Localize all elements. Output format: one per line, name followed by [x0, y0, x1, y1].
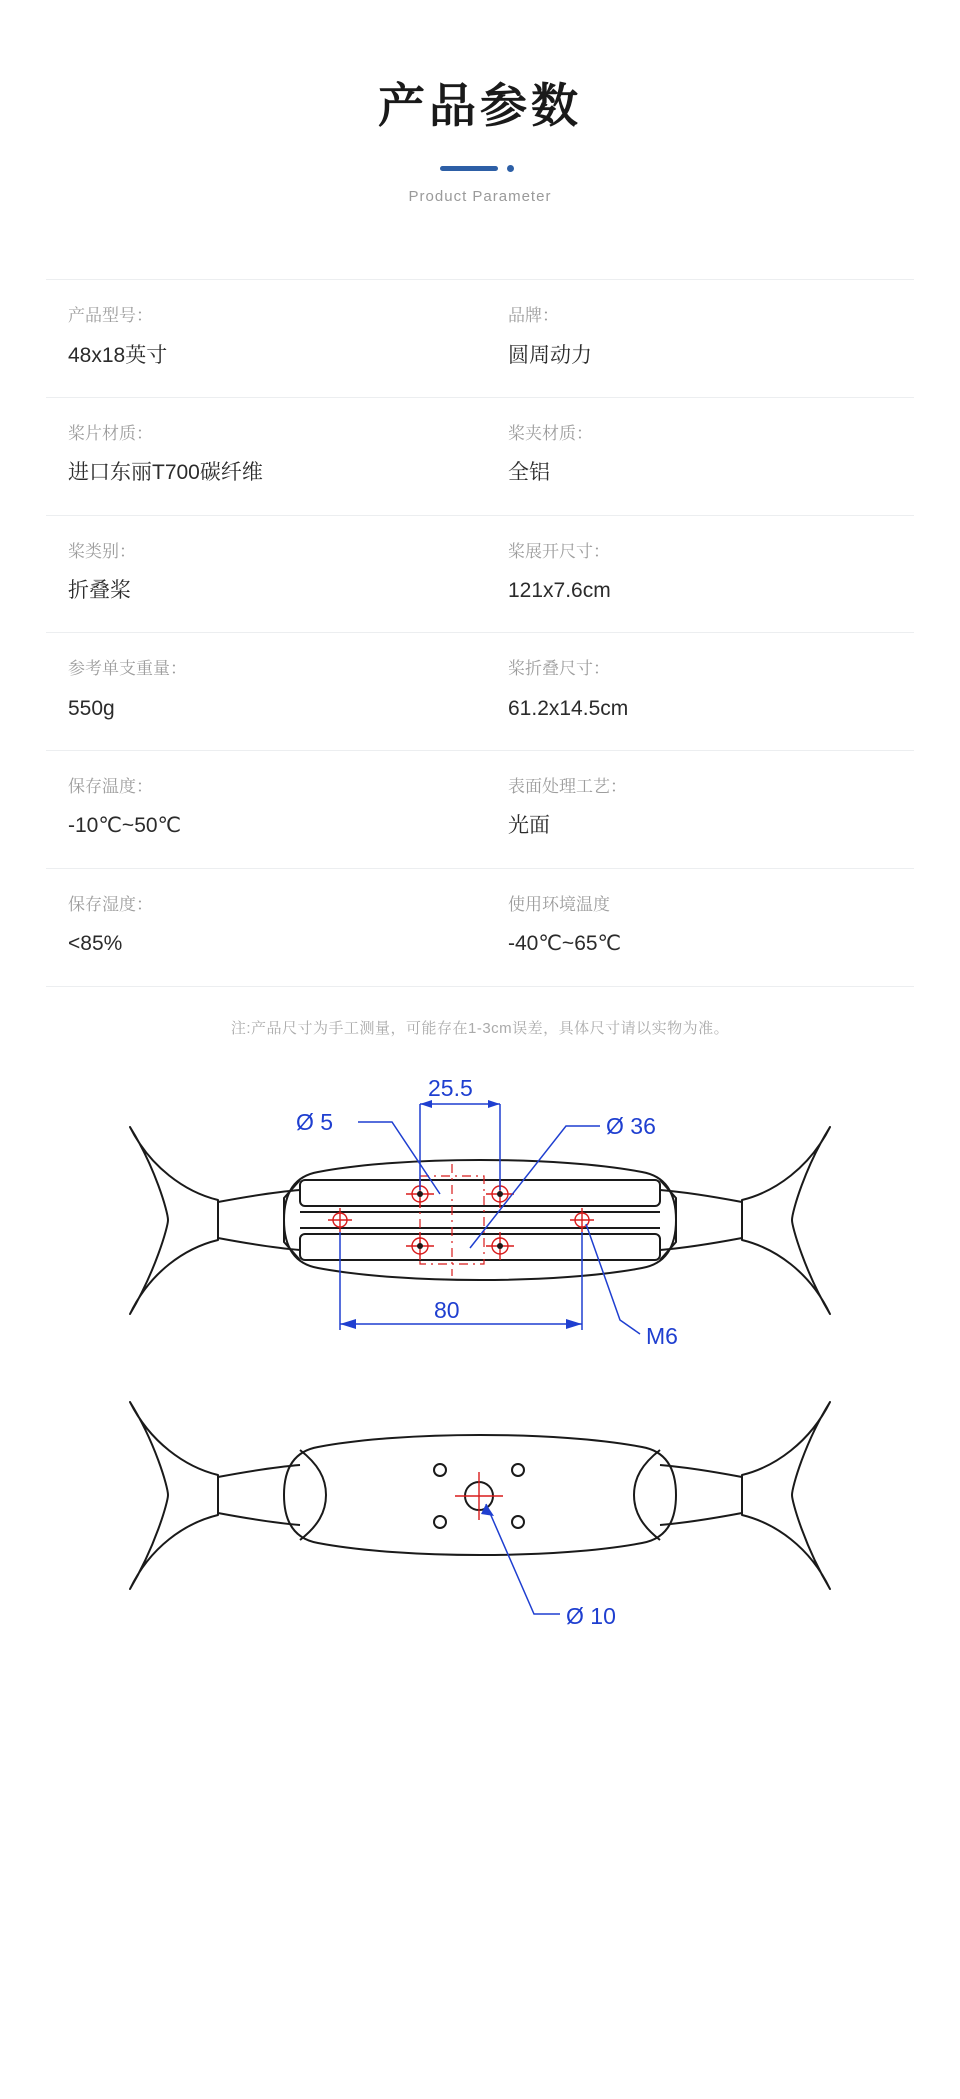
spec-label: 保存湿度： [68, 894, 153, 914]
table-row [46, 633, 914, 751]
page-subtitle: Product Parameter [408, 188, 552, 206]
spec-cell-operating-temperature [480, 891, 914, 960]
spec-cell-storage-humidity [46, 891, 480, 960]
spec-value: 61.2x14.5cm [508, 696, 629, 720]
spec-value: 121x7.6cm [508, 578, 611, 602]
table-row [46, 516, 914, 634]
divider-dot [507, 165, 514, 172]
table-row [46, 869, 914, 987]
label-25-5: 25.5 [428, 1074, 473, 1101]
propeller-outline [130, 1127, 830, 1314]
spec-label: 保存温度： [68, 777, 153, 797]
spec-cell-surface-finish [480, 773, 914, 842]
spec-label: 产品型号： [68, 306, 153, 326]
spec-cell-category [46, 538, 480, 607]
divider-bar [440, 166, 498, 171]
spec-label: 品牌： [508, 306, 559, 326]
spec-label: 桨夹材质： [508, 424, 593, 444]
spec-value: 550g [68, 696, 115, 720]
technical-drawings [0, 1072, 960, 1652]
spec-value: 全铝 [508, 461, 550, 485]
page-header [0, 0, 960, 205]
spec-value: <85% [68, 932, 123, 956]
spec-cell-unfolded-size [480, 538, 914, 607]
spec-cell-clamp-material [480, 420, 914, 489]
spec-cell-weight [46, 655, 480, 724]
spec-label: 桨类别： [68, 541, 136, 561]
spec-label: 桨折叠尺寸： [508, 659, 610, 679]
spec-label: 桨展开尺寸： [508, 541, 610, 561]
bottom-view-svg [0, 1392, 960, 1652]
spec-cell-model [46, 302, 480, 371]
spec-value: 48x18英寸 [68, 343, 168, 367]
spec-cell-blade-material [46, 420, 480, 489]
spec-label: 表面处理工艺： [508, 777, 627, 797]
spec-cell-folded-size [480, 655, 914, 724]
spec-value: -40℃~65℃ [508, 932, 622, 956]
spec-value: 光面 [508, 814, 550, 838]
spec-label: 参考单支重量： [68, 659, 187, 679]
spec-value: -10℃~50℃ [68, 814, 182, 838]
title-divider [440, 164, 520, 172]
bottom-holes [434, 1464, 524, 1528]
bolt-holes [328, 1180, 594, 1260]
dimension-lines [340, 1100, 640, 1334]
spec-value: 折叠桨 [68, 578, 131, 602]
drawing-top-view [0, 1072, 960, 1392]
page-title: 产品参数 [378, 79, 582, 132]
drawing-bottom-view [0, 1392, 960, 1652]
spec-label: 使用环境温度 [508, 894, 610, 914]
table-row [46, 398, 914, 516]
table-row [46, 751, 914, 869]
label-diameter-36: Ø 36 [606, 1112, 656, 1139]
label-diameter-5: Ø 5 [296, 1108, 334, 1135]
dimension-leader-bottom [481, 1504, 560, 1614]
spec-value: 进口东丽T700碳纤维 [68, 461, 263, 485]
spec-table [46, 279, 914, 1037]
label-m6: M6 [646, 1322, 678, 1349]
spec-value: 圆周动力 [508, 343, 592, 367]
label-80: 80 [434, 1296, 460, 1323]
label-diameter-10: Ø 10 [566, 1602, 616, 1629]
measurement-note: 注:产品尺寸为手工测量，可能存在1-3cm误差，具体尺寸请以实物为准。 [230, 1019, 730, 1037]
spec-label: 桨片材质： [68, 424, 153, 444]
spec-cell-storage-temperature [46, 773, 480, 842]
table-row [46, 279, 914, 398]
spec-cell-brand [480, 302, 914, 371]
top-view-svg [0, 1072, 960, 1392]
